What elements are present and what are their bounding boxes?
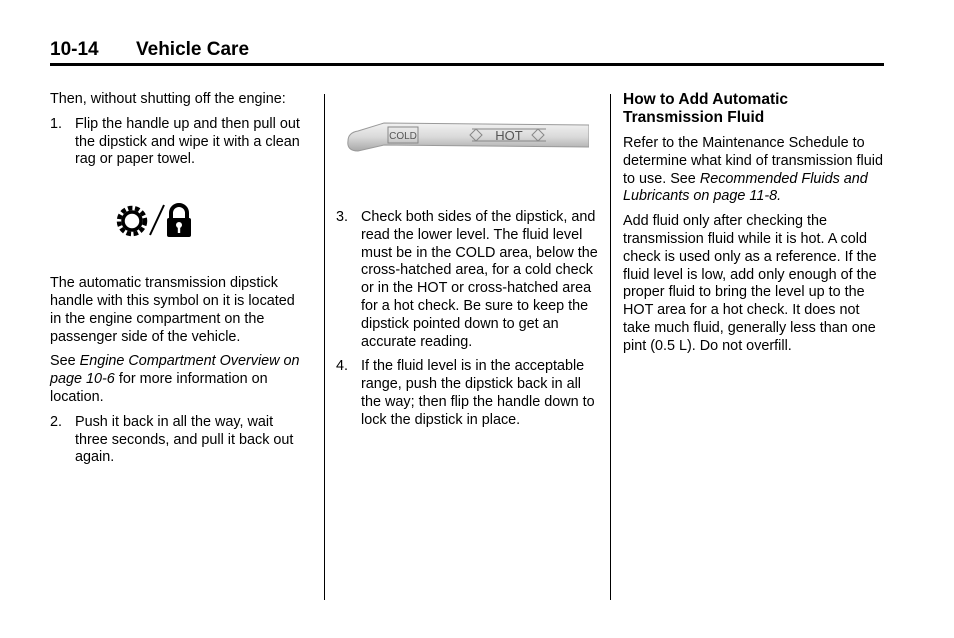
add-fluid-paragraph: Add fluid only after checking the transmission fluid while it is hot. A cold check is used only as a reference. If the fluid level is low, add only enough of the proper fluid to bring the level up to the HOT area for a hot check. It does not take much fluid, generally less than one pint (0.5 L). Do not overfill. <box>623 213 877 354</box>
see-reference <box>50 353 308 406</box>
recommended-fluids-link[interactable]: Recommended Fluids and Lubricants on page 11-8 <box>623 170 868 205</box>
gear-icon <box>119 208 145 234</box>
step-3-number: 3. <box>336 209 349 225</box>
step-1-text: Flip the handle up and then pull out the dipstick and wipe it with a clean rag or paper towel. <box>75 115 300 168</box>
step-2 <box>50 414 308 467</box>
column-3 <box>623 91 887 363</box>
transmission-symbol <box>112 199 308 245</box>
symbol-description: The automatic transmission dipstick handle with this symbol on it is located in the engine compartment on the passenger side of the vehicle. <box>50 275 295 345</box>
dipstick-graphic <box>344 111 589 157</box>
slash-divider <box>150 205 164 235</box>
para1-text: Refer to the Maintenance Schedule to determine what kind of transmission fluid to use. See <box>623 135 883 187</box>
page-header <box>50 38 884 62</box>
cold-mark-label: COLD <box>389 131 417 142</box>
step-1 <box>50 116 308 169</box>
hot-mark-label: HOT <box>495 128 523 143</box>
page-number: 10-14 <box>50 39 99 60</box>
fluid-type-paragraph <box>623 135 887 206</box>
lock-icon <box>167 205 191 237</box>
column-1 <box>50 91 308 474</box>
header-rule <box>50 63 884 66</box>
intro-text: Then, without shutting off the engine: <box>50 91 286 107</box>
engine-compartment-link[interactable]: Engine Compartment Overview on page 10-6 <box>50 353 300 388</box>
step-4-number: 4. <box>336 358 349 375</box>
step-3 <box>336 209 598 351</box>
dipstick-illustration <box>344 111 598 157</box>
section-heading: How to Add Automatic Transmission Fluid <box>623 91 789 126</box>
see-prefix: See <box>50 353 80 370</box>
column-divider-2 <box>610 94 611 600</box>
para1-end: . <box>777 188 782 205</box>
step-2-number: 2. <box>50 413 63 430</box>
step-2-text: Push it back in all the way, wait three seconds, and pull it back out again. <box>75 413 294 466</box>
step-1-number: 1. <box>50 115 63 132</box>
see-suffix: for more information on location. <box>50 371 268 405</box>
column-2 <box>336 91 598 437</box>
step-4-text: If the fluid level is in the acceptable range, push the dipstick back in all the way; then flip the handle down to lock the dipstick in place. <box>361 358 595 428</box>
transmission-symbol-graphic <box>112 199 196 245</box>
step-3-text: Check both sides of the dipstick, and read the lower level. The fluid level must be in the COLD area, below the cross-hatched area, for a cold check or in the HOT or cross-hatched area for a hot check. Be sure to keep the dipstick pointed down to get an accurate reading. <box>361 209 598 350</box>
section-title: Vehicle Care <box>136 39 250 60</box>
column-divider-1 <box>324 94 325 600</box>
step-4 <box>336 358 598 429</box>
